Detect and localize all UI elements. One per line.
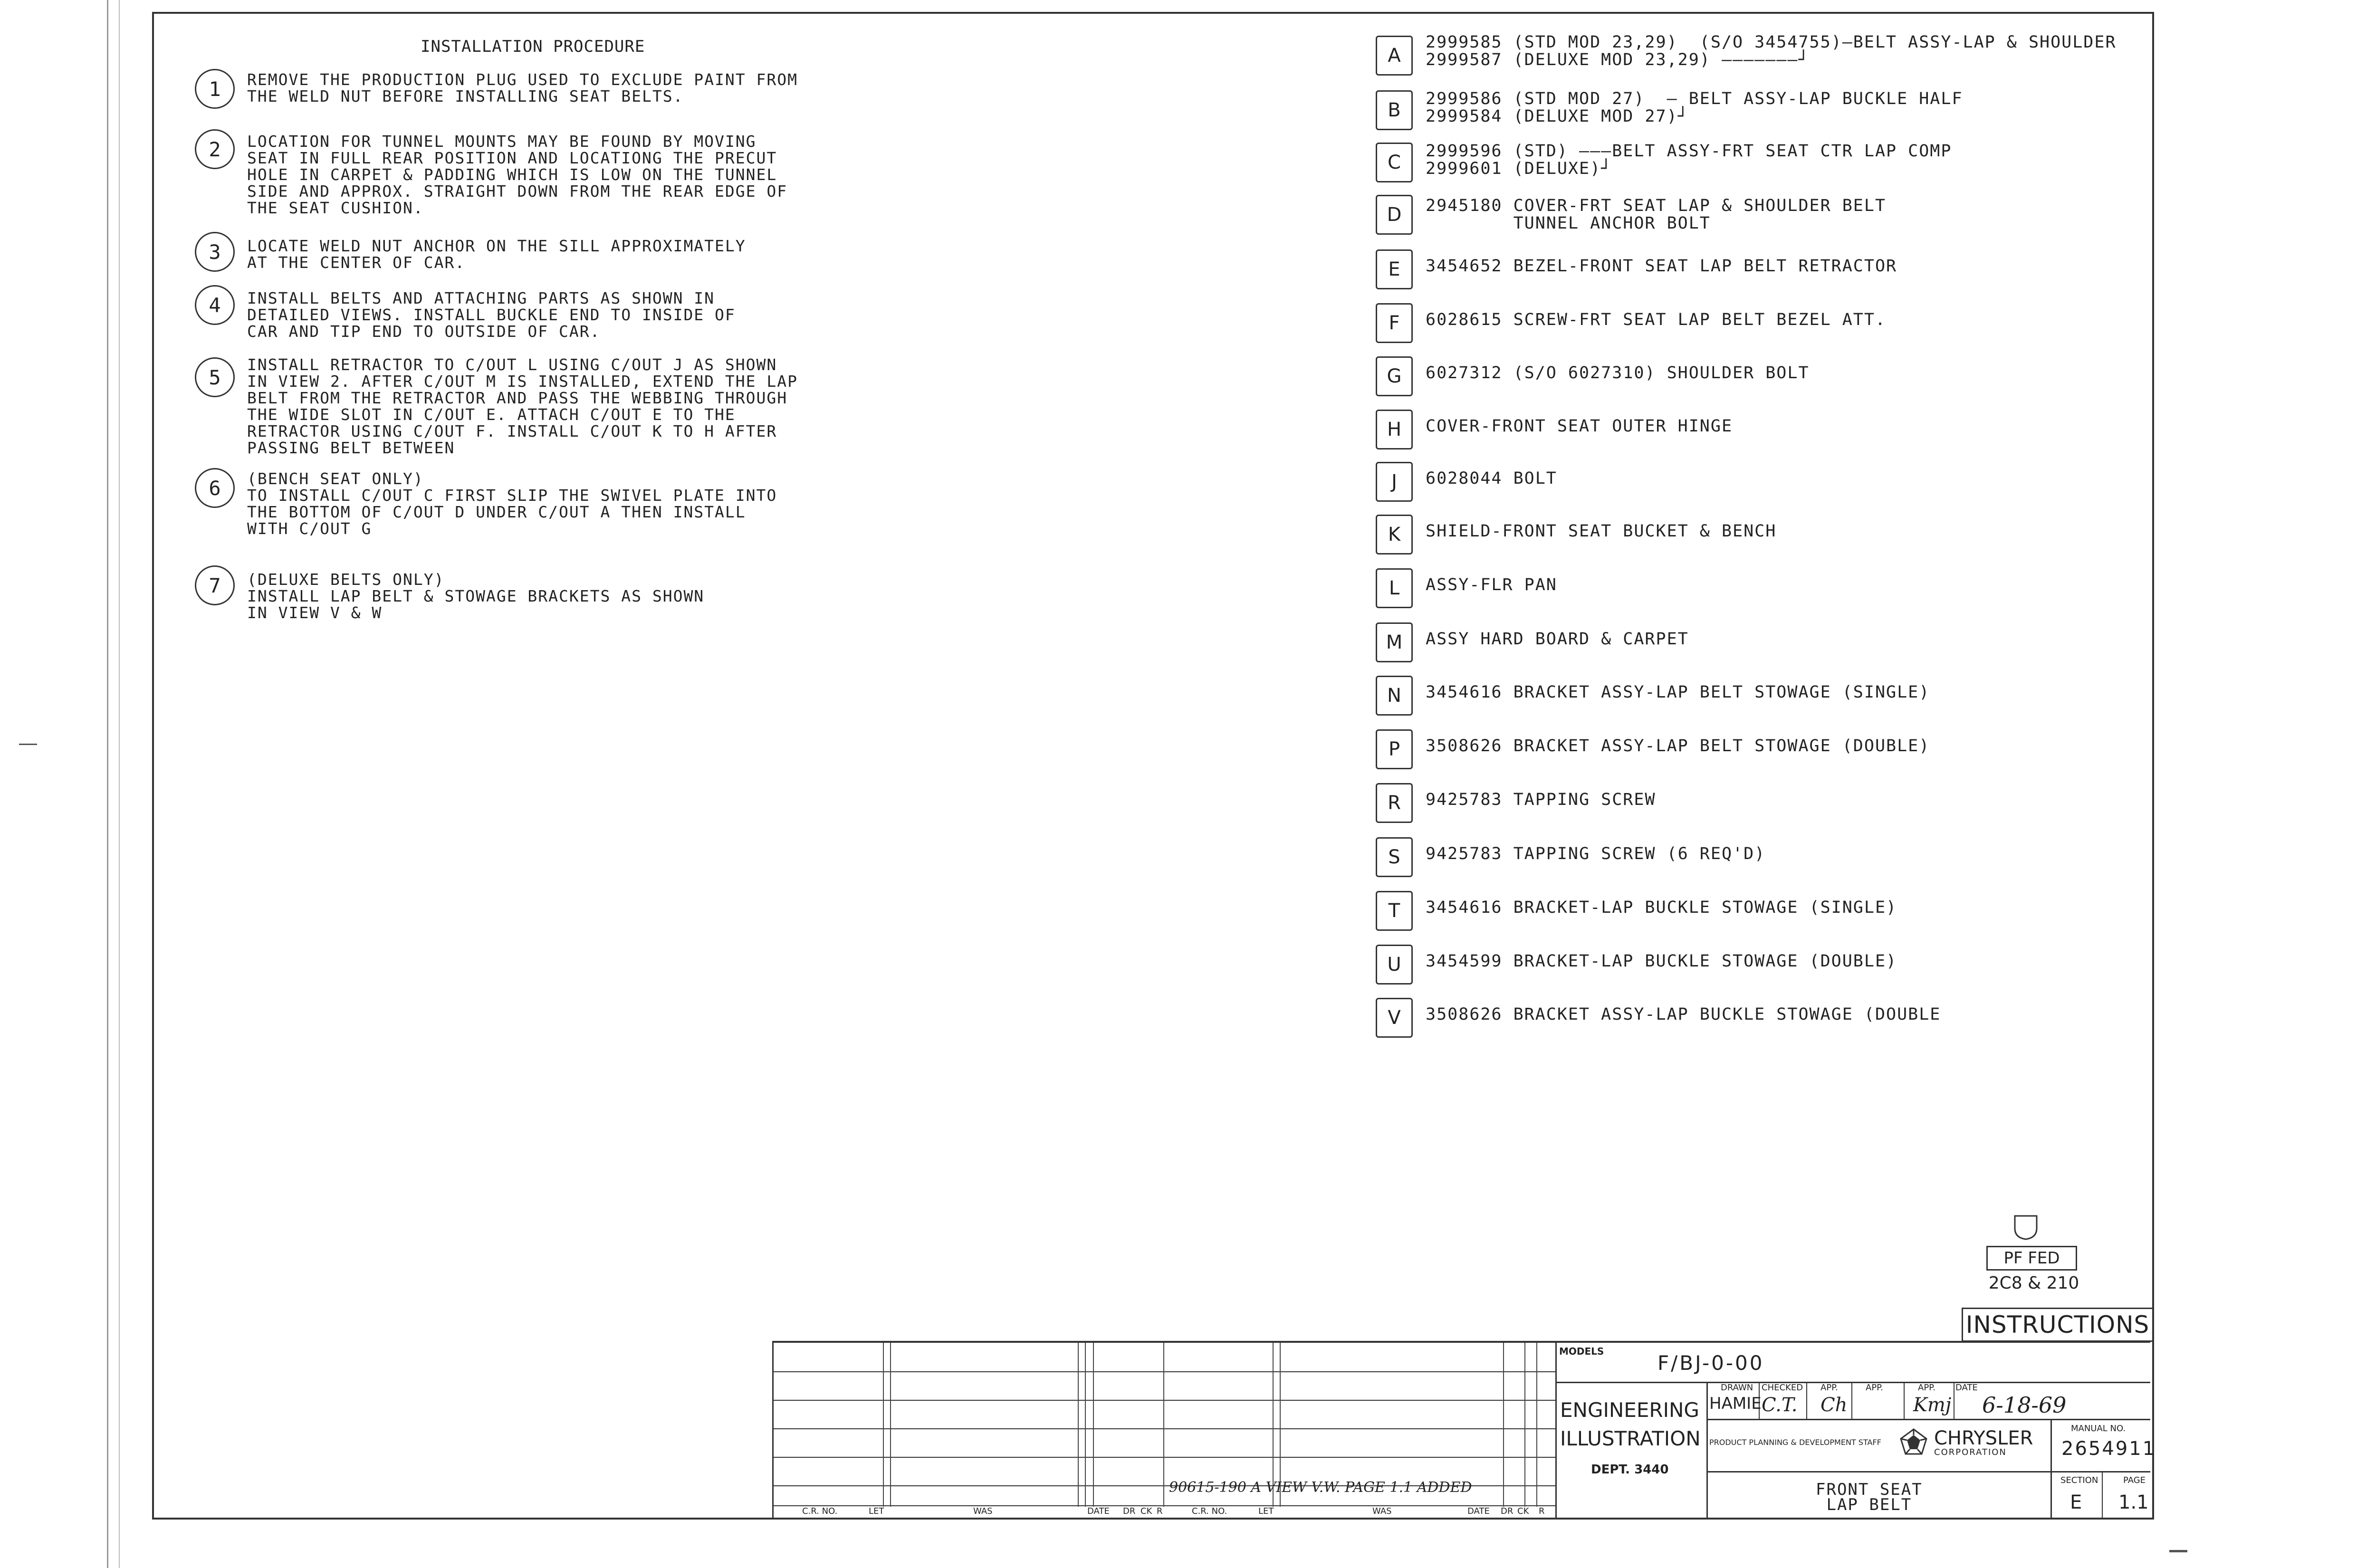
page-value: 1.1 [2118, 1492, 2149, 1513]
callout-description: 2999596 (STD) ———BELT ASSY-FRT SEAT CTR LAP COMP 2999601 (DELUXE)┘ [1426, 142, 1952, 178]
callout-letter: T [1376, 891, 1413, 931]
chrysler-pentastar-logo-icon [1898, 1427, 1929, 1458]
revision-col-line [1085, 1343, 1086, 1507]
step-text: INSTALL BELTS AND ATTACHING PARTS AS SHOWN IN DETAILED VIEWS. INSTALL BUCKLE END TO INSIDE OF CAR AND TIP END TO OUTSIDE OF CAR. [247, 289, 736, 341]
callout-letter: A [1376, 36, 1413, 76]
callout-description: 9425783 TAPPING SCREW (6 REQ'D) [1426, 844, 1766, 863]
legend-item-e [1376, 249, 2376, 287]
callout-description: ASSY HARD BOARD & CARPET [1426, 630, 1689, 649]
revision-grid [772, 1343, 1557, 1518]
legend-item-m [1376, 622, 2376, 660]
checked-signature: C.T. [1762, 1394, 1798, 1416]
revision-col-line [1078, 1343, 1079, 1507]
callout-letter: V [1376, 998, 1413, 1038]
callout-description: 3508626 BRACKET ASSY-LAP BELT STOWAGE (DOUBLE) [1426, 736, 1930, 755]
app3-label: APP. [1918, 1383, 1935, 1393]
company-subtitle: CORPORATION [1934, 1447, 2007, 1457]
step-text: LOCATE WELD NUT ANCHOR ON THE SILL APPROXIMATELY AT THE CENTER OF CAR. [247, 237, 746, 272]
revision-col-line [1503, 1343, 1504, 1507]
revision-footer-label: DATE [1467, 1506, 1490, 1516]
app1-signature: Ch [1820, 1394, 1848, 1416]
app3-cell [1904, 1382, 1954, 1419]
callout-letter: E [1376, 249, 1413, 289]
revision-footer-label: CK [1517, 1506, 1529, 1516]
callout-letter: B [1376, 90, 1413, 130]
callout-letter: U [1376, 945, 1413, 985]
callout-letter: P [1376, 729, 1413, 769]
revision-col-line [1093, 1343, 1094, 1507]
legend-item-u [1376, 945, 2376, 983]
step-text: (BENCH SEAT ONLY) TO INSTALL C/OUT C FIRST SLIP THE SWIVEL PLATE INTO THE BOTTOM OF C/OUT D UNDER C/OUT A THEN INSTALL WITH C/OUT G [247, 469, 777, 538]
manual-number-value: 2654911 [2061, 1438, 2156, 1460]
callout-description: ASSY-FLR PAN [1426, 575, 1557, 594]
models-box [1555, 1343, 2150, 1383]
step-number-badge: 7 [195, 565, 235, 605]
app2-cell [1851, 1382, 1905, 1419]
callout-letter: L [1376, 568, 1413, 608]
legend-item-b [1376, 90, 2376, 128]
title-bottom-row [1706, 1471, 2150, 1519]
step-text: (DELUXE BELTS ONLY) INSTALL LAP BELT & STOWAGE BRACKETS AS SHOWN IN VIEW V & W [247, 570, 705, 622]
callout-description: 3454599 BRACKET-LAP BUCKLE STOWAGE (DOUBLE) [1426, 952, 1897, 971]
callout-description: 6028044 BOLT [1426, 469, 1557, 488]
callout-letter: C [1376, 143, 1413, 182]
section-page-divider [2102, 1472, 2103, 1519]
pf-fed-stamp: PF FED [1986, 1246, 2077, 1271]
callout-letter: R [1376, 783, 1413, 823]
engineering-label: ENGINEERING [1560, 1398, 1699, 1422]
legend-item-p [1376, 729, 2376, 767]
step-number-badge: 6 [195, 468, 235, 508]
callout-description: SHIELD-FRONT SEAT BUCKET & BENCH [1426, 522, 1777, 541]
legend-item-d [1376, 195, 2376, 233]
legend-item-j [1376, 462, 2376, 500]
step-number-badge: 1 [195, 69, 235, 109]
date-value: 6-18-69 [1982, 1392, 2067, 1418]
instructions-label: INSTRUCTIONS [1962, 1308, 2152, 1342]
drawn-cell [1706, 1382, 1760, 1419]
callout-letter: J [1376, 462, 1413, 502]
callout-letter: N [1376, 676, 1413, 716]
revision-col-line [890, 1343, 891, 1507]
section-page-box [2050, 1472, 2152, 1519]
callout-letter: M [1376, 622, 1413, 662]
callout-description: 2999585 (STD MOD 23,29) (S/O 3454755)—BELT ASSY-LAP & SHOULDER 2999587 (DELUXE MOD 23,29) ———————┘ [1426, 33, 2117, 69]
app3-signature: Kmj [1913, 1394, 1952, 1416]
planning-staff-label: PRODUCT PLANNING & DEVELOPMENT STAFF [1709, 1438, 1881, 1447]
scan-line-left-2 [119, 0, 120, 1568]
scan-line-left-1 [107, 0, 108, 1568]
step-text: INSTALL RETRACTOR TO C/OUT L USING C/OUT J AS SHOWN IN VIEW 2. AFTER C/OUT M IS INSTALLED, EXTEND THE LAP BELT FROM THE RETRACTOR AND PASS THE WEBBING THROUGH THE WIDE SLOT IN C/OUT E. ATTACH C/OUT E TO THE RETRACTOR USING C/OUT F. INSTALL C/OUT K TO H AFTER PASSING BELT BETWEEN [247, 355, 798, 457]
date-cell [1954, 1382, 2150, 1419]
legend-item-l [1376, 568, 2376, 606]
step-number-badge: 5 [195, 357, 235, 397]
section-value: E [2070, 1492, 2082, 1513]
app2-label: APP. [1866, 1383, 1883, 1393]
revision-col-line [1524, 1343, 1525, 1507]
legend-item-t [1376, 891, 2376, 929]
models-value: F/BJ-0-00 [1657, 1351, 1764, 1375]
legend-item-n [1376, 676, 2376, 714]
illustration-label: ILLUSTRATION [1560, 1427, 1701, 1450]
callout-description: 3454616 BRACKET ASSY-LAP BELT STOWAGE (SINGLE) [1426, 683, 1930, 702]
drawing-title: FRONT SEAT LAP BELT [1816, 1480, 1923, 1514]
callout-letter: S [1376, 837, 1413, 877]
revision-footer-label: WAS [1372, 1506, 1392, 1516]
callout-description: 2999586 (STD MOD 27) — BELT ASSY-LAP BUCKLE HALF 2999584 (DELUXE MOD 27)┘ [1426, 89, 1963, 126]
revision-footer-label: LET [1258, 1506, 1274, 1516]
legend-item-r [1376, 783, 2376, 821]
legend-item-v [1376, 998, 2376, 1036]
revision-col-line [883, 1343, 884, 1507]
checked-cell [1759, 1382, 1807, 1419]
callout-description: 2945180 COVER-FRT SEAT LAP & SHOULDER BELT TUNNEL ANCHOR BOLT [1426, 196, 1887, 233]
checked-label: CHECKED [1762, 1383, 1803, 1393]
legend-item-c [1376, 143, 2376, 181]
legend-item-a [1376, 33, 2376, 74]
legend-item-s [1376, 837, 2376, 875]
scan-mark-bottom [2169, 1550, 2187, 1552]
revision-footer-label: CK [1140, 1506, 1152, 1516]
step-text: REMOVE THE PRODUCTION PLUG USED TO EXCLUDE PAINT FROM THE WELD NUT BEFORE INSTALLING SEAT BELTS. [247, 70, 798, 105]
callout-description: 3508626 BRACKET ASSY-LAP BUCKLE STOWAGE (DOUBLE [1426, 1005, 1941, 1024]
drawn-label: DRAWN [1721, 1383, 1753, 1393]
revision-footer-label: WAS [973, 1506, 993, 1516]
callout-description: 3454652 BEZEL-FRONT SEAT LAP BELT RETRACTOR [1426, 257, 1897, 276]
revision-footer-label: LET [869, 1506, 884, 1516]
department-label: DEPT. 3440 [1591, 1463, 1669, 1477]
callout-description: COVER-FRONT SEAT OUTER HINGE [1426, 417, 1733, 436]
revision-footer-label: C.R. NO. [1192, 1506, 1227, 1516]
app1-label: APP. [1820, 1383, 1838, 1393]
revision-footer-label: R [1157, 1506, 1163, 1516]
drawn-signature: HAMIE [1709, 1394, 1762, 1413]
step-text: LOCATION FOR TUNNEL MOUNTS MAY BE FOUND BY MOVING SEAT IN FULL REAR POSITION AND LOCATIONG THE PRECUT HOLE IN CARPET & PADDING WHICH IS LOW ON THE TUNNEL SIDE AND APPROX. STRAIGHT DOWN FROM THE REAR EDGE OF THE SEAT CUSHION. [247, 132, 788, 217]
callout-description: 3454616 BRACKET-LAP BUCKLE STOWAGE (SINGLE) [1426, 898, 1897, 917]
callout-description: 6028615 SCREW-FRT SEAT LAP BELT BEZEL ATT. [1426, 310, 1887, 329]
callout-letter: H [1376, 410, 1413, 449]
callout-description: 6027312 (S/O 6027310) SHOULDER BOLT [1426, 363, 1810, 382]
page-label: PAGE [2123, 1475, 2146, 1485]
shield-icon [2013, 1214, 2039, 1241]
app1-cell [1806, 1382, 1852, 1419]
revision-footer-label: DATE [1087, 1506, 1110, 1516]
manual-number-label: MANUAL NO. [2071, 1424, 2126, 1434]
manual-number-box [2050, 1419, 2156, 1471]
step-number-badge: 4 [195, 285, 235, 325]
revision-footer-label: DR [1501, 1506, 1514, 1516]
callout-description: 9425783 TAPPING SCREW [1426, 790, 1656, 809]
revision-col-line [1163, 1343, 1164, 1507]
company-name: CHRYSLER [1934, 1427, 2033, 1449]
revision-footer-label: DR [1123, 1506, 1136, 1516]
legend-item-f [1376, 303, 2376, 341]
callout-letter: G [1376, 356, 1413, 396]
legend-item-k [1376, 515, 2376, 553]
signature-row [1706, 1382, 2150, 1420]
title-block [772, 1341, 2156, 1518]
pf-code: 2C8 & 210 [1988, 1273, 2079, 1293]
revision-note: 90615-190 A VIEW V.W. PAGE 1.1 ADDED [1169, 1479, 1472, 1496]
callout-letter: K [1376, 515, 1413, 555]
step-number-badge: 2 [195, 129, 235, 169]
legend-item-h [1376, 410, 2376, 448]
revision-footer-label: C.R. NO. [802, 1506, 838, 1516]
step-number-badge: 3 [195, 232, 235, 272]
scan-mark [19, 744, 37, 745]
revision-footer-label: R [1539, 1506, 1545, 1516]
callout-letter: F [1376, 303, 1413, 343]
callout-letter: D [1376, 195, 1413, 235]
revision-col-line [1536, 1343, 1537, 1507]
engineering-illustration-box [1555, 1382, 1708, 1518]
models-label: MODELS [1559, 1346, 1604, 1357]
procedure-title: INSTALLATION PROCEDURE [421, 37, 645, 56]
date-label: DATE [1955, 1383, 1978, 1393]
legend-item-g [1376, 356, 2376, 394]
section-label: SECTION [2060, 1475, 2098, 1485]
